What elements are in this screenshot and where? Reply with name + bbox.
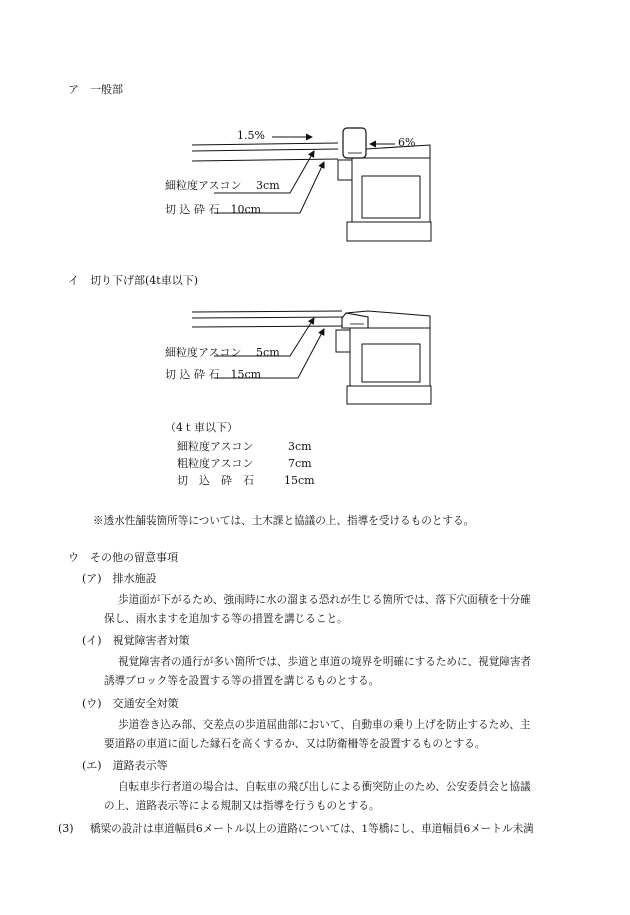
spec-row-name: 粗粒度アスコン [177,457,254,470]
bridge-design-paragraph: 橋梁の設計は車道幅員6メートル以上の道路については、1等橋にし、車道幅員6メートル未満 [90,823,534,835]
paragraph-line: 歩道巻き込み部、交差点の歩道屈曲部において、自動車の乗り上げを防止するため、主 [118,719,531,731]
paragraph-line: 誘導ブロック等を設置する等の措置を講じるものとする。 [104,675,380,687]
spec-row-name: 切 込 砕 石 [177,474,254,487]
section-heading-other-notes: ウ その他の留意事項 [68,551,178,564]
layer-label-crushed-stone: 切 込 砕 石 10cm [165,203,262,216]
item-number: (3) [58,822,74,835]
spec-row-value: 15cm [284,474,315,487]
section-heading-kirisage: イ 切り下げ部(4t車以下) [68,274,199,287]
permeable-pavement-note: ※透水性舗装箇所等については、土木課と協議の上、指導を受けるものとする。 [93,515,475,527]
subsection-label-visual-impairment: (イ) 視覚障害者対策 [82,634,190,647]
cross-slope-label-right: 6% [398,136,416,149]
paragraph-line: 視覚障害者の通行が多い箇所では、歩道と車道の境界を明確にするために、視覚障害者 [118,656,532,668]
paragraph-line: 要道路の車道に面した縁石を高くするか、又は防衛柵等を設置するものとする。 [104,738,486,750]
spec-row-name: 細粒度アスコン [177,440,254,453]
layer-label-fine-asphalt: 細粒度アスコン 3cm [165,179,280,192]
paragraph-line: の上、道路表示等による規制又は指導を行うものとする。 [104,800,380,812]
layer-label-crushed-stone-2: 切 込 砕 石 15cm [165,368,262,381]
paragraph-line: 自転車歩行者道の場合は、自転車の飛び出しによる衝突防止のため、公安委員会と協議 [118,781,531,793]
subsection-label-traffic-safety: (ウ) 交通安全対策 [82,697,179,710]
layer-label-fine-asphalt-2: 細粒度アスコン 5cm [165,346,280,359]
subsection-label-drainage: (ア) 排水施設 [82,572,157,585]
section-heading-ippanbu: ア 一般部 [68,83,123,96]
paragraph-line: 保し、雨水ますを追加する等の措置を講じること。 [104,613,348,625]
spec-row-value: 7cm [288,457,312,470]
spec-table-title: （4ｔ車以下） [165,421,238,434]
paragraph-line: 歩道面が下がるため、強雨時に水の溜まる恐れが生じる箇所では、落下穴面積を十分確 [118,594,531,606]
cross-slope-label-left: 1.5% [237,129,265,142]
spec-row-value: 3cm [288,440,312,453]
pavement-section-diagram-lowered [0,0,630,420]
subsection-label-road-markings: (エ) 道路表示等 [82,759,168,772]
